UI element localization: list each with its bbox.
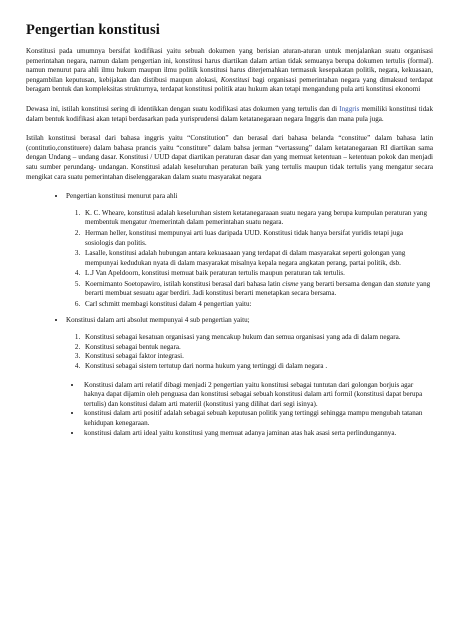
- paragraph-istilah: Istilah konstitusi berasal dari bahasa inggris yaitu “Constitution” dan berasal dari bahasa belanda “constitue” dalam bahasa latin (contitutio,constituere) dalam bahasa prancis yaitu “constiture” dalam bahsa jerman “vertassung” dalam ketatanegaraan RI diartikan sama dengan Undang – undang dasar. Konstitusi / UUD dapat diartikan peraturan dasar dan yang memuat ketentuan – ketentuan pokok dan menjadi satu sumber perundang- undangan. Konstitusi adalah keseluruhan peraturan baik yang tertulis maupun tidak tertulis yang mengatur secara mengikat cara suatu pemerintahan diselenggarakan dalam suatu masyarakat negara: [26, 134, 433, 181]
- bullet-absolut: • Konstitusi dalam arti absolut mempunyai 4 sub pengertian yaitu;: [66, 316, 433, 326]
- paragraph-intro: [26, 47, 433, 95]
- list-item: 6. Carl schmitt membagi konstitusi dalam 4 pengertian yaitu:: [82, 300, 433, 310]
- absolut-bullet-list: [26, 316, 433, 326]
- paragraph-dewasa: [26, 105, 433, 124]
- experts-list: [66, 209, 433, 310]
- text: Dewasa ini, istilah konstitusi sering di identikkan dengan suatu kodifikasi atas dokumen yang tertulis dan di: [26, 104, 340, 113]
- text: bagi organisasi pemerintahan negara yang dimaksud terdapat beragam bentuk dan kompleksitas strukturnya, terdapat konstitusi politik atau hukum akan tetapi mengandung pula arti konstitusi ekonomi: [26, 75, 433, 94]
- list-item: • konstitusi dalam arti positif adalah sebagai sebuah keputusan politik yang tertinggi sehingga mampu mengubah tatanan kehidupan kenegaraan.: [82, 409, 433, 428]
- list-item: • Konstitusi dalam arti relatif dibagi menjadi 2 pengertian yaitu konstitusi sebagai tuntutan dari golongan borjuis agar haknya dapat dijamin oleh penguasa dan konstitusi sebagai sebuah konstitusi dalam arti formil (konstitusi dapat berupa tertulis) dan konstitusi dalam arti materiil (konstitusi yang dilihat dari segi isinya).: [82, 381, 433, 410]
- list-item: 1. K. C. Wheare, konstitusi adalah keseluruhan sistem ketatanegaraaan suatu negara yang berupa kumpulan peraturan yang membentuk mengatur /memerintah dalam pemerintahan suatu negara.: [82, 209, 433, 228]
- bullet-pengertian: [66, 192, 433, 310]
- main-bullet-list: [26, 192, 433, 310]
- list-item: 2. Konstitusi sebagai bentuk negara.: [82, 343, 433, 353]
- text: Konstitusi pada umumnya bersifat kodifikasi yaitu sebuah dokumen yang berisian aturan-aturan untuk menjalankan suatu organisasi pemerintahan negara, namun dalam pengertian ini, konstitusi harus diartikan dalam artian tidak semuanya berupa dokumen tertulis (formal). namun menurut para ahli ilmu hukum maupun ilmu politik konstitusi harus diterjemahkan termasuk kesepakatan politik, negara, kekuasaan, pengambilan keputusan, kebijakan dan distibusi maupun alokasi,: [26, 47, 433, 84]
- inggris-link[interactable]: Inggris: [339, 104, 360, 113]
- absolut-list: [26, 333, 433, 371]
- final-bullet-list: [26, 381, 433, 439]
- italic-text: Konstitusi: [220, 75, 250, 84]
- list-item: 4. L.J Van Apeldoorn, konstitusi memuat baik peraturan tertulis maupun peraturan tak tertulis.: [82, 269, 433, 279]
- italic-text: cisme: [282, 279, 299, 288]
- list-item: 4. Konstitusi sebagai sistem tertutup dari norma hukum yang tertinggi di dalam negara .: [82, 362, 433, 372]
- list-item: 3. Konstitusi sebagai faktor integrasi.: [82, 352, 433, 362]
- italic-text: statute: [395, 279, 415, 288]
- text: Koernimanto Soetopawiro, istilah konstitusi berasal dari bahasa latin: [85, 279, 283, 288]
- list-item: 3. Lasalle, konstitusi adalah hubungan antara kekuasaaan yang terdapat di dalam masyarakat seperti golongan yang mempunyai kedudukan nyata di dalam masyarakat misalnya kepala negara angkatan perang, partai politik, dsb.: [82, 249, 433, 268]
- list-item: 2. Herman heller, konstitusi mempunyai arti luas daripada UUD. Konstitusi tidak hanya bersifat yuridis tetapi juga sosiologis dan politis.: [82, 229, 433, 248]
- bullet-label: Pengertian konstitusi menurut para ahli: [66, 192, 178, 201]
- text: memiliki konstitusi tidak dalam bentuk kodifikasi akan tetapi berdasarkan pada yurisprudensi dalam ketatanegaraan negara Inggris dan mana pula juga.: [26, 104, 433, 123]
- page-title: Pengertian konstitusi: [26, 22, 160, 38]
- list-item: • konstitusi dalam arti ideal yaitu konstitusi yang memuat adanya jaminan atas hak asasi serta perlindungannya.: [82, 429, 433, 439]
- list-item: 1. Konstitusi sebagai kesatuan organisasi yang mencakup hukum dan semua organisasi yang ada di dalam negara.: [82, 333, 433, 343]
- list-item: [82, 280, 433, 299]
- text: yang berarti bersama dengan dan: [298, 279, 394, 288]
- text: yang berarti membuat sesuatu agar berdiri. Jadi konstitusi berarti menetapkan secara bersama.: [85, 279, 431, 298]
